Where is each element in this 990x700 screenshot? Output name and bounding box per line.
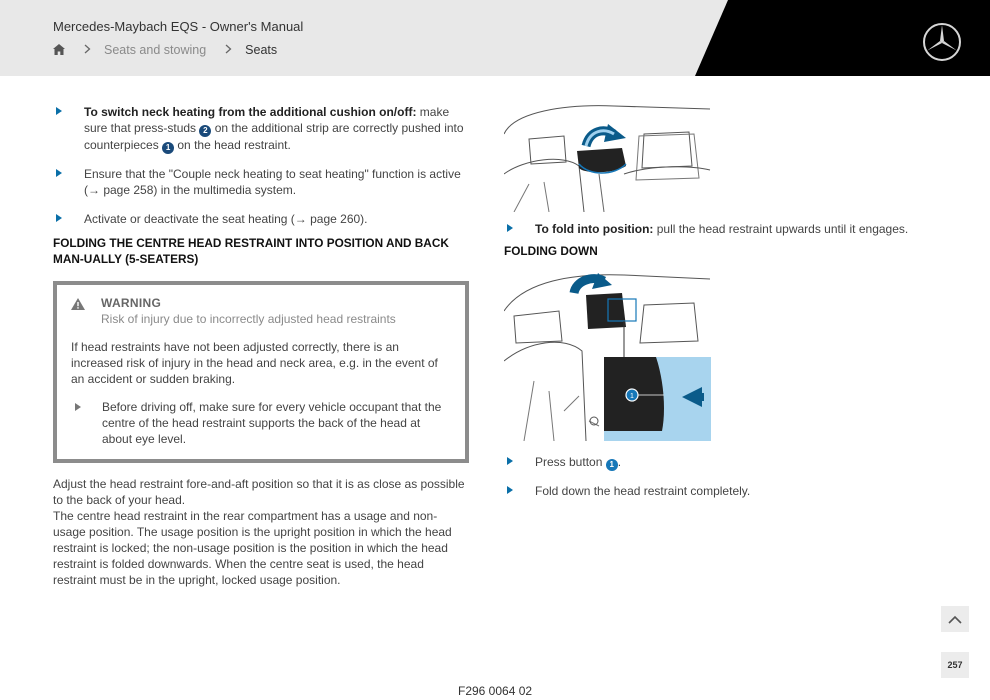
instruction-label: To fold into position:	[535, 222, 654, 236]
app-title: Mercedes-Maybach EQS - Owner's Manual	[53, 19, 304, 34]
instruction-text: Ensure that the "Couple neck heating to seat heating" function is active (→ page 258) in the multimedia system.	[84, 167, 461, 198]
instruction-text: pull the head restraint upwards until it engages.	[653, 222, 909, 236]
section-title-folding-down: FOLDING DOWN	[504, 244, 598, 259]
bullet-arrow-icon	[56, 107, 62, 115]
header-bar	[0, 0, 990, 76]
bullet-arrow-icon	[507, 457, 513, 465]
instruction-text: Activate or deactivate the seat heating (→ page 260).	[84, 211, 368, 226]
bullet-arrow-icon	[56, 169, 62, 177]
callout-number-badge: 1	[606, 459, 618, 471]
bullet-arrow-icon	[507, 224, 513, 232]
instruction-label: To switch neck heating from the additional cushion on/off:	[84, 105, 417, 119]
chevron-right-icon	[225, 42, 232, 57]
page-number: 257	[941, 652, 969, 678]
instruction-text: on the additional strip are correctly pushed into counterpieces	[84, 121, 464, 153]
list-item	[53, 166, 469, 198]
callout-number-badge: 1	[162, 142, 174, 154]
breadcrumb-link-seats-and-stowing[interactable]: Seats and stowing	[104, 42, 207, 57]
breadcrumb	[53, 42, 277, 57]
instruction-text: on the head restraint.	[174, 138, 291, 153]
mercedes-star-logo[interactable]	[922, 22, 962, 67]
warning-header	[71, 296, 451, 327]
scroll-to-top-button[interactable]	[941, 606, 969, 632]
chevron-right-icon	[84, 42, 91, 57]
list-item	[53, 211, 469, 227]
warning-subtitle: Risk of injury due to incorrectly adjusted head restraints	[101, 311, 396, 326]
section-title: FOLDING THE CENTRE HEAD RESTRAINT INTO POSITION AND BACK MAN-UALLY (5-SEATERS)	[53, 235, 449, 266]
left-column	[53, 104, 469, 588]
instruction-text: Press button	[535, 455, 606, 470]
illustration-folding-down	[504, 271, 711, 441]
list-item	[504, 454, 924, 471]
figure-code: F296 0064 02	[458, 684, 533, 698]
paragraph: Adjust the head restraint fore-and-aft position so that it is as close as possible to the back of your head.	[53, 476, 465, 507]
bullet-arrow-icon	[56, 214, 62, 222]
warning-bullet-text: Before driving off, make sure for every vehicle occupant that the centre of the head restraint supports the back of the head at about eye level.	[102, 399, 442, 446]
list-item	[504, 483, 924, 499]
warning-box	[53, 281, 469, 463]
instruction-text: make sure that press-studs	[84, 105, 450, 136]
list-item	[504, 221, 924, 237]
callout-number-badge: 2	[199, 125, 211, 137]
home-icon[interactable]	[53, 44, 65, 55]
warning-text: If head restraints have not been adjusted correctly, there is an increased risk of injury in the head and neck area, e.g. in the event of an accident or sudden braking.	[71, 339, 438, 386]
instruction-text: Fold down the head restraint completely.	[535, 484, 751, 499]
warning-bullet	[71, 399, 451, 447]
svg-text:1: 1	[630, 393, 634, 401]
warning-title: WARNING	[101, 295, 162, 310]
right-column	[504, 104, 924, 511]
instruction-text: .	[617, 455, 622, 470]
breadcrumb-current-seats: Seats	[245, 42, 278, 57]
illustration-fold-into-position	[504, 104, 711, 212]
bullet-arrow-icon	[507, 486, 513, 494]
paragraph: The centre head restraint in the rear compartment has a usage and non-usage position. The usage position is the upright position in which the head restraint is locked; the non-usage position is the position in which the head restraint is folded downwards. When the centre seat is used, the head restraint must be in the upright, locked usage position.	[53, 508, 452, 587]
chevron-up-icon	[948, 615, 962, 624]
warning-triangle-icon	[71, 297, 85, 315]
list-item	[53, 104, 469, 154]
bullet-arrow-icon	[75, 403, 81, 411]
